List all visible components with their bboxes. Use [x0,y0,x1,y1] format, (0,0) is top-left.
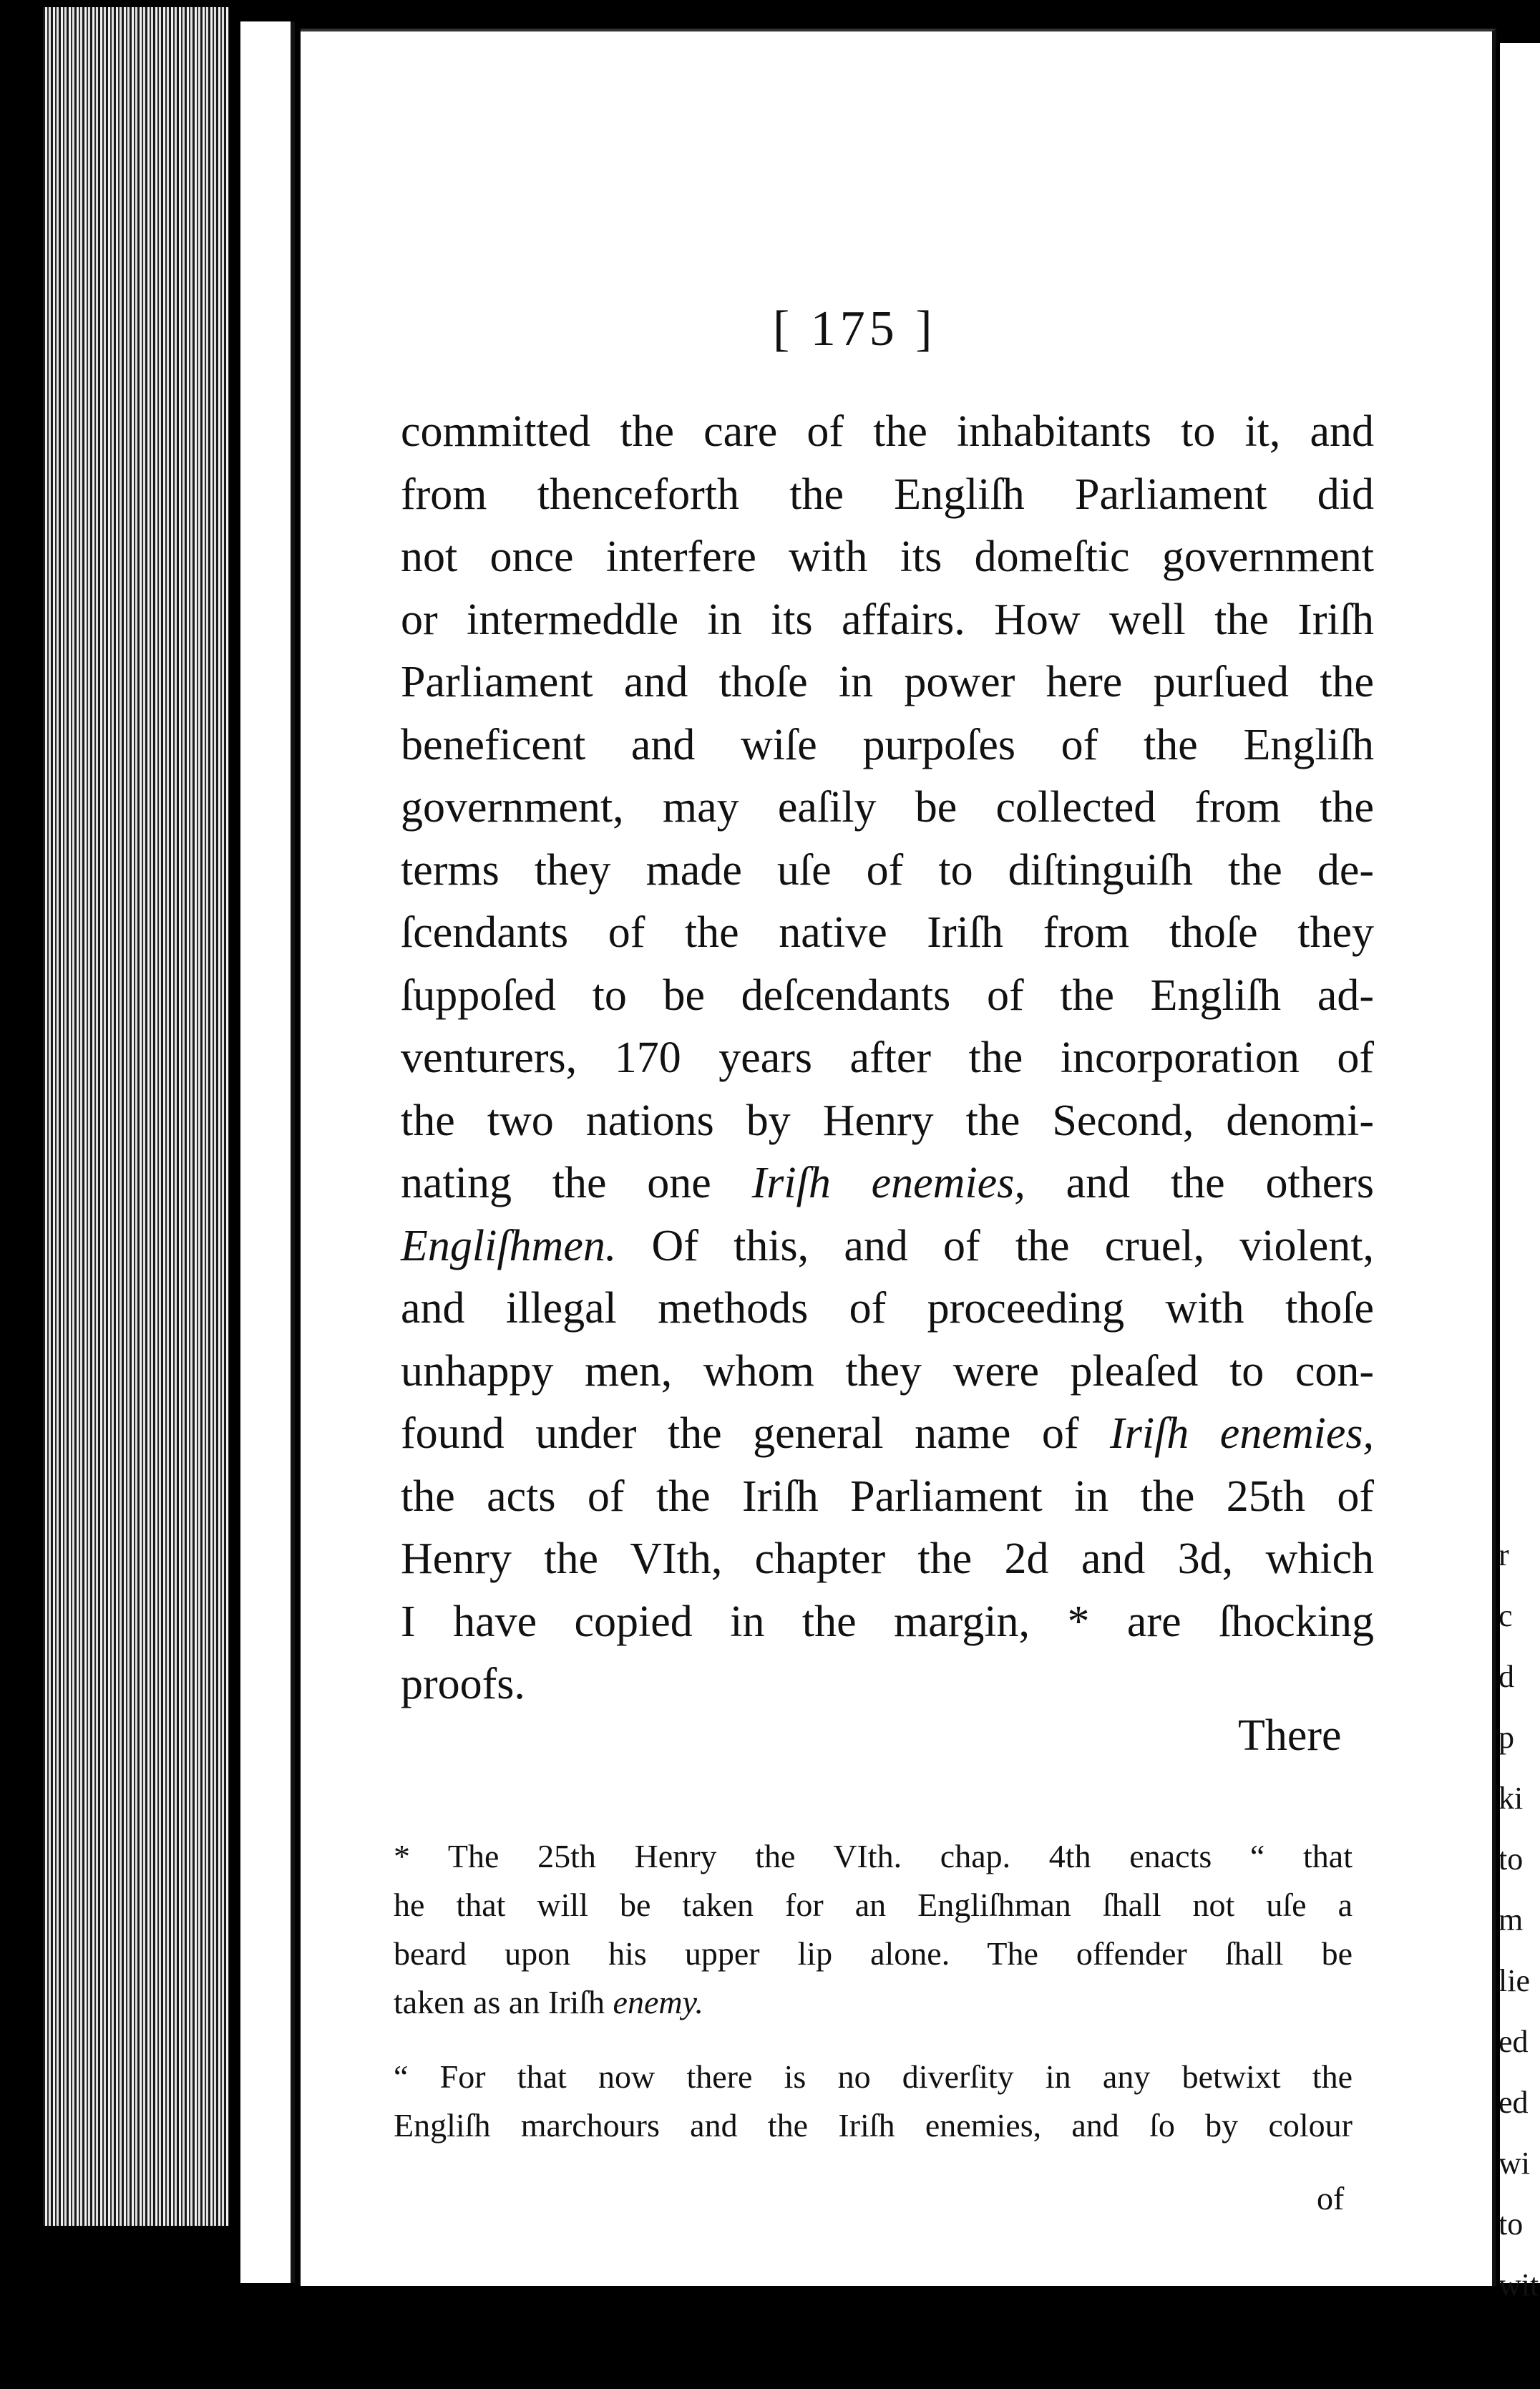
footnote-line: Engliſh marchours and the Iriſh enemies, and ſo by colour [394,2107,1353,2144]
text-line: or intermeddle in its affairs. How well the Iriſh [401,595,1374,644]
text-line: the two nations by Henry the Second, denomi- [401,1096,1374,1145]
footnote-line: “ For that now there is no diverſity in any betwixt the [394,2058,1353,2095]
text-line: Henry the VIth, chapter the 2d and 3d, which [401,1534,1374,1583]
italic-phrase: Engliſhmen. [401,1221,617,1270]
page-number-header: [ 175 ] [773,301,937,356]
text-line: not once interfere with its domeſtic government [401,532,1374,581]
text-line: I have copied in the margin, * are ſhocking [401,1597,1374,1646]
text-line: terms they made uſe of to diſtinguiſh the de- [401,845,1374,895]
text-line: ſcendants of the native Iriſh from thoſe they [401,908,1374,957]
body-text [401,401,1374,1716]
italic-phrase: Iriſh enemies, [1110,1409,1374,1458]
facing-page-fragment: lie [1498,1963,1530,1998]
footnotes [394,1832,1353,2150]
footnote-line [394,1978,1353,2027]
facing-page-fragment: wi [1498,2146,1530,2181]
footnote-line: beard upon his upper lip alone. The offender ſhall be [394,1935,1353,1972]
italic-phrase: Iriſh enemies, [751,1159,1025,1207]
footnote-spacer [394,2027,1353,2053]
facing-page-fragment: m [1498,1902,1524,1937]
facing-page-fragment: ed [1498,2024,1529,2059]
text-line: from thenceforth the Engliſh Parliament did [401,469,1374,519]
text-line: proofs. [401,1660,525,1708]
text-segment: found under the general name of [401,1409,1079,1458]
text-segment: nating the one [401,1159,711,1207]
gutter-margin [236,21,295,2283]
facing-page-fragment: r [1498,1537,1509,1572]
facing-page-fragment: p [1498,1720,1514,1755]
text-line: venturers, 170 years after the incorporation of [401,1033,1374,1082]
facing-page-fragment: to [1498,1841,1524,1877]
facing-page-fragment: wit [1498,2267,1539,2302]
facing-page-fragment: d [1498,1659,1514,1694]
text-line: government, may eaſily be collected from the [401,783,1374,832]
text-segment: Of this, and of the cruel, violent, [651,1221,1375,1270]
italic-phrase: enemy. [613,1984,703,2020]
text-line [401,1403,1374,1466]
facing-page-fragment: ed [1498,2085,1529,2120]
book-page-edges [43,7,232,2226]
text-line: committed the care of the inhabitants to it, and [401,407,1374,456]
footnote-catchword: of [1317,2180,1345,2217]
text-segment: and the others [1066,1159,1375,1207]
text-line: the acts of the Iriſh Parliament in the 25th of [401,1471,1374,1521]
text-line [401,1152,1374,1215]
text-segment: taken as an Iriſh [394,1984,605,2020]
text-line: Parliament and thoſe in power here purſued the [401,658,1374,706]
facing-page-fragment: ki [1498,1781,1524,1816]
facing-page-fragment: to [1498,2206,1524,2242]
text-line: ſuppoſed to be deſcendants of the Engliſh ad- [401,970,1374,1020]
catchword: There [1238,1711,1342,1760]
facing-page-fragment: c [1498,1598,1513,1633]
footnote-line: he that will be taken for an Engliſhman ſhall not uſe a [394,1887,1353,1923]
text-line: beneficent and wiſe purpoſes of the Engliſh [401,720,1374,769]
facing-page-text [1498,1524,1540,2315]
footnote-line: * The 25th Henry the VIth. chap. 4th enacts “ that [394,1838,1353,1874]
text-line: unhappy men, whom they were pleaſed to con- [401,1346,1374,1396]
text-line [401,1215,1374,1278]
text-line: and illegal methods of proceeding with thoſe [401,1284,1374,1333]
